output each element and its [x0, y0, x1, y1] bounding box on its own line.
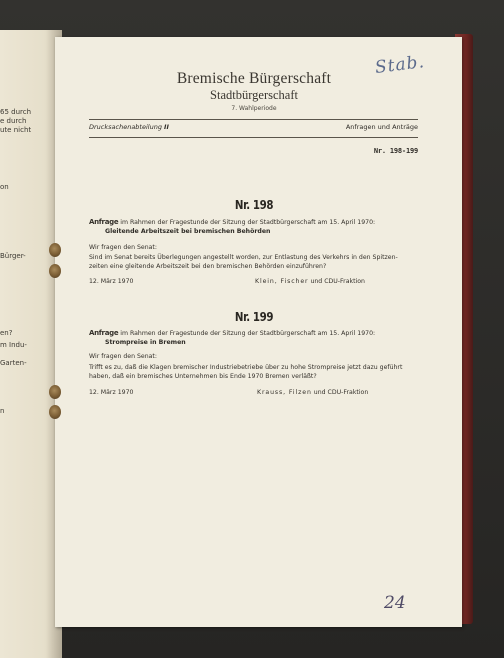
entry-topic: Strompreise in Bremen	[105, 339, 186, 346]
entry-intro: Anfrage im Rahmen der Fragestunde der Sitzung der Stadtbürgerschaft am 15. April 1970:	[89, 329, 376, 337]
left-page-fragment: 65 durch	[0, 108, 32, 116]
entry-date: 12. März 1970	[89, 278, 134, 285]
entry-signers: Klein, Fischer und CDU-Fraktion	[255, 278, 365, 285]
header-rule-bottom	[89, 137, 418, 138]
number-range: Nr. 198-199	[373, 147, 418, 155]
entry-date: 12. März 1970	[89, 389, 134, 396]
entry-intro: Anfrage im Rahmen der Fragestunde der Sitzung der Stadtbürgerschaft am 15. April 1970:	[89, 218, 376, 226]
question-text-line: Trifft es zu, daß die Klagen bremischer Industriebetriebe über zu hohe Strompreise jetzt dazu geführt	[89, 364, 403, 371]
left-page-fragment: m Indu-	[0, 341, 27, 349]
handwritten-stamp: Stab.	[373, 52, 426, 78]
left-page-fragment: Bürger-	[0, 252, 26, 260]
entry-number: Nr. 199	[234, 309, 274, 324]
binding-hole	[49, 243, 61, 257]
question-text-line: haben, daß ein bremisches Unternehmen bis Ende 1970 Bremen verläßt?	[89, 373, 317, 380]
question-text-line: zeiten eine gleitende Arbeitszeit bei den bremischen Behörden einzuführen?	[89, 263, 327, 270]
left-page-fragment: on	[0, 183, 9, 191]
document-title: Bremische Bürgerschaft	[176, 70, 332, 87]
legislative-period: 7. Wahlperiode	[231, 105, 277, 112]
header-rule-top	[89, 119, 418, 120]
question-text-line: Sind im Senat bereits Überlegungen angestellt worden, zur Entlastung des Verkehrs in den Spitzen-	[89, 254, 398, 261]
handwritten-page-number: 24	[384, 593, 406, 613]
question-intro: Wir fragen den Senat:	[89, 244, 157, 251]
left-page-fragment: en?	[0, 329, 13, 337]
entry-topic: Gleitende Arbeitszeit bei bremischen Behörden	[105, 228, 271, 235]
department-label: Drucksachenabteilung II	[89, 123, 169, 131]
binding-hole	[49, 385, 61, 399]
binding-hole	[49, 264, 61, 278]
document-kind: Anfragen und Anträge	[345, 123, 418, 131]
document-subtitle: Stadtbürgerschaft	[210, 88, 298, 102]
left-page-fragment: e durch	[0, 117, 27, 125]
left-page-fragment: Garten-	[0, 359, 27, 367]
entry-number: Nr. 198	[234, 197, 274, 212]
question-intro: Wir fragen den Senat:	[89, 353, 157, 360]
binding-hole	[49, 405, 61, 419]
entry-signers: Krauss, Filzen und CDU-Fraktion	[257, 389, 369, 396]
left-page-fragment: n	[0, 407, 5, 415]
document-page	[55, 37, 462, 627]
left-page-fragment: ute nicht	[0, 126, 32, 134]
